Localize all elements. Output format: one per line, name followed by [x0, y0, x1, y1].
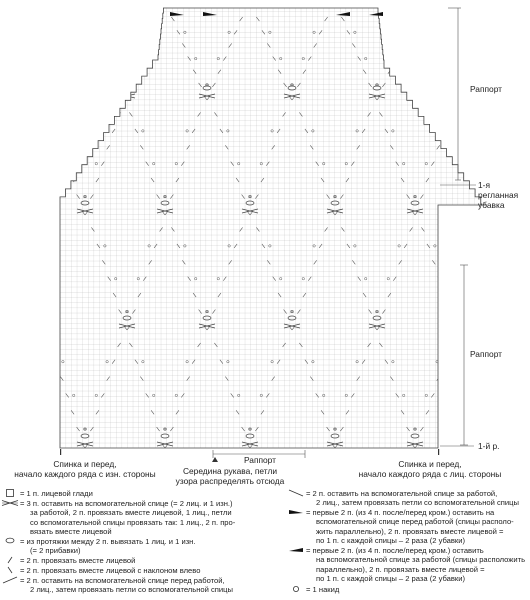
rapport-label-bottom: Раппорт: [243, 455, 276, 465]
cable-left-mark: [449, 310, 452, 314]
cable-right-mark: [490, 227, 493, 231]
cable-left-mark: [108, 57, 111, 61]
yarn-over-mark: [434, 31, 436, 33]
legend-text: [20, 537, 290, 556]
legend-line: = 2 п. оставить на вспомогательной спице перед работой,: [20, 576, 225, 585]
long-backslash-icon: [286, 489, 306, 508]
yarn-over-mark: [445, 278, 447, 280]
increase-oval-mark: [453, 316, 461, 320]
cable-left-mark: [443, 293, 446, 297]
legend-text: [306, 508, 530, 546]
long-slash-icon: [0, 576, 20, 595]
legend-line: вспомогательной спице перед работой (спицы располо-: [316, 517, 514, 527]
yarn-over-mark: [125, 84, 127, 86]
legend-left: [0, 489, 290, 599]
yarn-over-mark: [104, 31, 106, 33]
center-caption-line2: узора распределять отсюда: [175, 476, 285, 486]
legend-line: = 3 п. оставить на вспомогательной спице (= 2 лиц. и 1 изн.): [20, 499, 233, 508]
cable-left-mark: [91, 17, 94, 21]
rapport-bracket-top: [448, 8, 461, 180]
cable-right-mark: [127, 96, 130, 100]
yarn-over-mark: [455, 310, 457, 312]
right-caption-line2: начало каждого ряда с лиц. стороны: [358, 469, 502, 479]
right-caption: [330, 459, 530, 479]
wedge-left-icon: [286, 546, 306, 584]
cable-left-mark: [97, 30, 100, 34]
yarn-over-mark: [115, 57, 117, 59]
legend-right: [286, 489, 530, 599]
cable-left-mark: [124, 96, 127, 100]
legend-text: [20, 556, 290, 565]
cable-right-mark: [457, 326, 460, 330]
legend-line: = из протяжки между 2 п. вывязать 1 лиц. и 1 изн.: [20, 537, 196, 546]
increase-oval-mark: [453, 86, 461, 90]
legend-entry: [286, 585, 530, 594]
legend-line: жить параллельно), 2 п. провязать вместе лицевой =: [316, 526, 504, 536]
legend-text: [20, 499, 290, 537]
cable-right-mark: [393, 57, 396, 61]
legend-line: = 2 п. оставить на вспомогательной спице за работой,: [306, 489, 498, 498]
cable-right-mark: [490, 17, 493, 21]
yarn-over-mark: [455, 84, 457, 86]
yarn-over-mark: [106, 130, 108, 132]
legend-entry: [0, 537, 290, 556]
chart-outline: [60, 8, 487, 448]
yarn-over-mark: [398, 31, 400, 33]
cable-right-mark: [399, 43, 402, 47]
empty-square-icon: [0, 489, 20, 498]
legend-line: = 2 п. провязать вместе лицевой с наклоном влево: [20, 566, 201, 575]
legend-line: = 1 накид: [306, 585, 340, 594]
cable-left-mark: [438, 57, 441, 61]
center-caption: [165, 466, 295, 486]
cross-cable-mark: [449, 324, 465, 328]
cable-right-mark: [448, 112, 451, 116]
legend-entry: [0, 556, 290, 565]
legend-line: = 2 п. провязать вместе лицевой: [20, 556, 136, 565]
cable-left-mark: [119, 83, 122, 87]
yarn-over-mark: [456, 310, 458, 312]
cable-left-mark: [49, 112, 52, 116]
cable-right-mark: [442, 129, 445, 133]
cable-right-mark: [154, 30, 157, 34]
yarn-over-mark: [148, 31, 150, 33]
legend-text: [306, 546, 530, 584]
legend-line: = первые 2 п. (из 4 п. после/перед кром.) оставить: [306, 546, 484, 555]
oval-icon: [0, 537, 20, 556]
cable-right-mark: [473, 57, 476, 61]
cable-right-mark: [457, 96, 460, 100]
cable-left-mark: [421, 17, 424, 21]
legend-line: за работой, 2 п. провязать вместе лицевой, 1 лиц., петли: [30, 508, 232, 518]
legend-line: на вспомогательной спице за работой (спицы расположить: [316, 555, 526, 565]
cross-cable-icon: [0, 499, 20, 537]
cable-left-mark: [454, 326, 457, 330]
cable-right-mark: [484, 244, 487, 248]
left-caption: [0, 459, 170, 479]
legend-entry: [0, 566, 290, 575]
legend-text: [306, 585, 530, 594]
yarn-over-mark: [73, 163, 75, 165]
cable-left-mark: [102, 43, 105, 47]
cable-left-mark: [55, 360, 58, 364]
legend-line: 2 лиц., затем провязать петли со вспомогательной спицы: [316, 498, 519, 508]
cable-right-mark: [468, 70, 471, 74]
wedge-right-icon: [286, 508, 306, 546]
cable-right-mark: [473, 277, 476, 281]
slash-right-icon: [0, 556, 20, 565]
cable-left-mark: [113, 70, 116, 74]
yarn-over-mark: [467, 278, 469, 280]
cable-right-mark: [410, 17, 413, 21]
cable-left-mark: [454, 96, 457, 100]
legend-line: по 1 п. с каждой спицы – 2 раза (2 убавки): [316, 574, 465, 584]
legend-line: вязать вместе лицевой: [30, 527, 112, 537]
legend-entry: [286, 546, 530, 584]
cable-right-mark: [479, 260, 482, 264]
yarn-over-mark: [445, 57, 447, 59]
legend-entry: [0, 576, 290, 595]
increase-oval-mark: [123, 86, 131, 90]
left-caption-line2: начало каждого ряда с изн. стороны: [14, 469, 156, 479]
yarn-over-mark: [137, 57, 139, 59]
legend-entry: [286, 508, 530, 546]
legend-line: = первые 2 п. (из 4 п. после/перед кром.) оставить на: [306, 508, 495, 517]
legend-line: по 1 п. с каждой спицы – 2 раза (2 убавки): [316, 536, 465, 546]
right-caption-line1: Спинка и перед,: [398, 459, 462, 469]
rapport-bracket-right: [460, 265, 468, 445]
cable-right-mark: [143, 57, 146, 61]
cable-right-mark: [138, 70, 141, 74]
legend-line: (= 2 прибавки): [30, 546, 81, 556]
raglan-label-line1: 1-я регланная: [478, 180, 519, 200]
legend-entry: [0, 499, 290, 537]
cross-cable-mark: [449, 94, 465, 98]
raglan-label: [478, 180, 530, 210]
yarn-over-mark: [478, 31, 480, 33]
legend-line: = 1 п. лицевой глади: [20, 489, 93, 498]
yarn-over-mark: [467, 57, 469, 59]
cable-right-mark: [462, 83, 465, 87]
legend-line: 2 лиц., затем провязать петли со вспомогательной спицы: [30, 585, 233, 595]
slash-left-icon: [0, 566, 20, 575]
cable-right-mark: [404, 30, 407, 34]
cable-left-mark: [449, 83, 452, 87]
cable-left-mark: [55, 129, 58, 133]
legend-text: [20, 489, 290, 498]
yarn-over-mark: [387, 57, 389, 59]
legend-text: [20, 566, 290, 575]
cross-cable-mark: [449, 324, 465, 328]
yarn-over-mark: [126, 84, 128, 86]
cable-left-mark: [66, 162, 69, 166]
cable-right-mark: [479, 43, 482, 47]
cross-cable-mark: [449, 94, 465, 98]
yarn-over-mark: [436, 130, 438, 132]
cable-left-mark: [432, 43, 435, 47]
rapport-label-top: Раппорт: [470, 84, 503, 94]
legend-text: [306, 489, 530, 508]
cable-left-mark: [60, 145, 63, 149]
legend-line: параллельно), 2 п. провязать вместе лицевой =: [316, 564, 485, 574]
yarn-over-icon: [286, 585, 306, 594]
cable-left-mark: [427, 30, 430, 34]
cable-left-mark: [443, 70, 446, 74]
cable-right-mark: [484, 30, 487, 34]
legend-text: [20, 576, 290, 595]
cable-right-mark: [442, 360, 445, 364]
center-caption-line1: Середина рукава, петли: [182, 466, 278, 476]
yarn-over-mark: [478, 245, 480, 247]
left-caption-line1: Спинка и перед,: [53, 459, 117, 469]
rapport-label-right: Раппорт: [470, 349, 503, 359]
legend-entry: [0, 489, 290, 498]
cable-right-mark: [448, 343, 451, 347]
cable-right-mark: [149, 43, 152, 47]
cable-left-mark: [49, 343, 52, 347]
legend-line: со вспомогательной спицы провязать так: 1 лиц., 2 п. про-: [30, 517, 236, 527]
cable-right-mark: [468, 293, 471, 297]
cable-right-mark: [132, 83, 135, 87]
row1-label: 1-й р.: [478, 441, 500, 451]
legend-entry: [286, 489, 530, 508]
raglan-label-line2: убавка: [478, 200, 505, 210]
yarn-over-mark: [62, 130, 64, 132]
